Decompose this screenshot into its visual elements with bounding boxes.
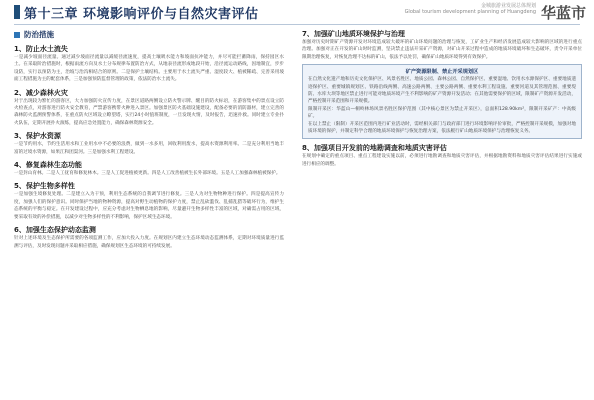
item-title: 1、防止水土流失 — [14, 45, 68, 53]
item-title: 3、保护水资源 — [14, 132, 61, 141]
section-heading-text: 防治措施 — [24, 30, 54, 39]
header-divider — [14, 24, 580, 25]
section-8-body: 在规划中确定的重点项目、重点工程建设实施以前，必须进行地勘调查和地质灾害评估，并根据地勘资料和地质灾害评估结果进行实施或进行相应的调整。 — [302, 154, 582, 167]
section-7-body: 加强对历史时期矿产资源开发对环境造成较大破坏的矿山环境问题的治理与恢复，工矿业生产和经济发展造成较大影响的区域的进行重点治理。加强对正在开发的矿山时时监测，坚决禁止违法开采矿产资源，对矿山开采过程中造成的地质环境破坏和生态破坏，责令开采单位限期治理恢复，对恢复治理不达标的矿山，依法予以处罚，确保矿山地质环境得到有效保护。 — [302, 40, 582, 60]
box-title: 矿产资源限制、禁止开采规划区 — [405, 69, 479, 76]
item-body: 一是节约用水，节约生活用水和工业用水中不必要的浪费，做到一水多用，回收利用废水，提高水资源利用率。二是充分利用当地丰富的过境水资源，如果江和团渠河。三是加强水利工程建设。 — [14, 142, 284, 155]
brand-logo-text: 华蓝市 — [540, 4, 586, 22]
page-header — [0, 0, 594, 24]
item-body: 针对上述环境及生态保护所需要的各项监测工作，应加大投入力度。在规划区内建立生态环境动态监测体系，定期对环境质量进行监测与评估，及时发现问题并采取相应措施，确保规划区生态环境的可持续发展。 — [14, 236, 284, 249]
right-column — [302, 29, 582, 168]
item-body: 一是减少坡面径流量。通过减少坡面径流量以减缓径流速度，提高土壤吸水能力和坡面抗冲能力，并尽可能拦蓄降雨，保持园区水土。在采取阶治措施时，根据雨流方向及水土分布规律布置防治方式，从地表径流形成地段开始，沿径流运动路线，因地制宜，步步设防，实行以预防为主，治坡与治沟相结合的原则。二是保护土壤结构。主要用于水土流失严重、湿度较大、植被稀疏、完善采用坡面工程措施为主的配套体系，三是加强预防监督管理的政策，依法防治水土流失。 — [14, 55, 284, 83]
item-body: 对于出现较为繁忙的游客区，大力加强防火宣传力度，在景区道路两侧设立防火警示牌、醒目的防火标语，在游客集中的景点设立防火检查点，对游客进行防火安全教育，严禁游客携带火种进入景区。加强景区防火基础设施建设，配备必要的消防器材，建立完善的森林防火监测预警体系，在重点防火区域设立瞭望塔，实行24小时值班制度，一旦发现火情，及时报告，迅速扑救。同时建立专业扑火队伍，定期开展扑火演练，提高应急处置能力，确保森林资源安全。 — [14, 98, 284, 126]
section-heading-prevention — [14, 29, 284, 40]
title-accent-bar — [14, 5, 20, 19]
item-body: 一是封山育林。二是人工抚育和修复林木。三是人工促进植被更新。四是人工改善植被生长外部环境。五是人工加强森林植被保护。 — [14, 171, 281, 177]
box-paragraph: 在自然文化遗产地和历史文化保护区、风景名胜区、地质公园、森林公园、自然保护区、重要湿地、饮用水水源保护区、重要地质遗迹保护区、重要城镇规划区、铁路沿线两侧、高速公路两侧、主要公路两侧、重要水利工程设施、重要河道及其管理范围、重要堤防、水库大坝等地区禁止进行可能对地质环境产生不利影响的矿产资源开发活动；在其他需要保护的区域，限制矿产资源开发活动，严格控制开采范围和开采规模。 — [308, 77, 576, 105]
item-title: 4、修复森林生态功能 — [14, 161, 82, 170]
mining-restriction-box — [302, 64, 582, 139]
header-subtitle-cn: 金城旅游业发展总体规划 — [480, 3, 536, 9]
square-bullet-icon — [14, 32, 20, 38]
box-paragraph: 限制开采区：华蓝山—桐岭林场风景名胜区保护范围（其中核心景区为禁止开采区），总面积128.90km²，限制开采矿产：中高级矿。 — [308, 106, 576, 120]
section-8-title: 8、加强项目开发前的地勘调查和地质灾害评估 — [302, 144, 447, 153]
item-title: 5、保护生物多样性 — [14, 182, 75, 191]
item-title: 6、加强生态保护动态监测 — [14, 226, 96, 235]
section-7-title: 7、加强矿山地质环境保护与治理 — [302, 30, 405, 38]
left-column — [14, 29, 284, 250]
box-paragraph: 在以上禁止（限制）开采区范围内进行矿业活动时，需经相关部门与政府部门进行环境影响评价审批，严格控制开采规模，加强对地质环境的保护，并制定科学合理的地质环境保护与恢复治理方案，依法履行矿山地质环境保护与治理恢复义务。 — [308, 121, 576, 135]
page-title: 第十三章 环境影响评价与自然灾害评估 — [24, 7, 259, 22]
item-body: 一是加强生境修复处理。二是建立入为干预，利用生态系统的自我调节进行修复。三是人为对生物物种进行保护。四是提高宣传力度，加强人们的保护意识。同时保护当地的物种资源，提高对野生动植物的保护力度，禁止乱砍滥伐、乱捕乱猎等破坏行为，维护生态系统的平衡与稳定。在开发建设过程中，应充分考虑对生物栖息地的影响，尽量避开生物多样性丰富的区域，对确需占用的区域，要采取有效的补偿措施，以减少对生物多样性的不利影响，保护区域生态环境。 — [14, 192, 284, 220]
item-title: 2、减少森林火灾 — [14, 88, 68, 97]
header-subtitle-en: Global tourism development planning of Huangdeng — [404, 9, 536, 15]
